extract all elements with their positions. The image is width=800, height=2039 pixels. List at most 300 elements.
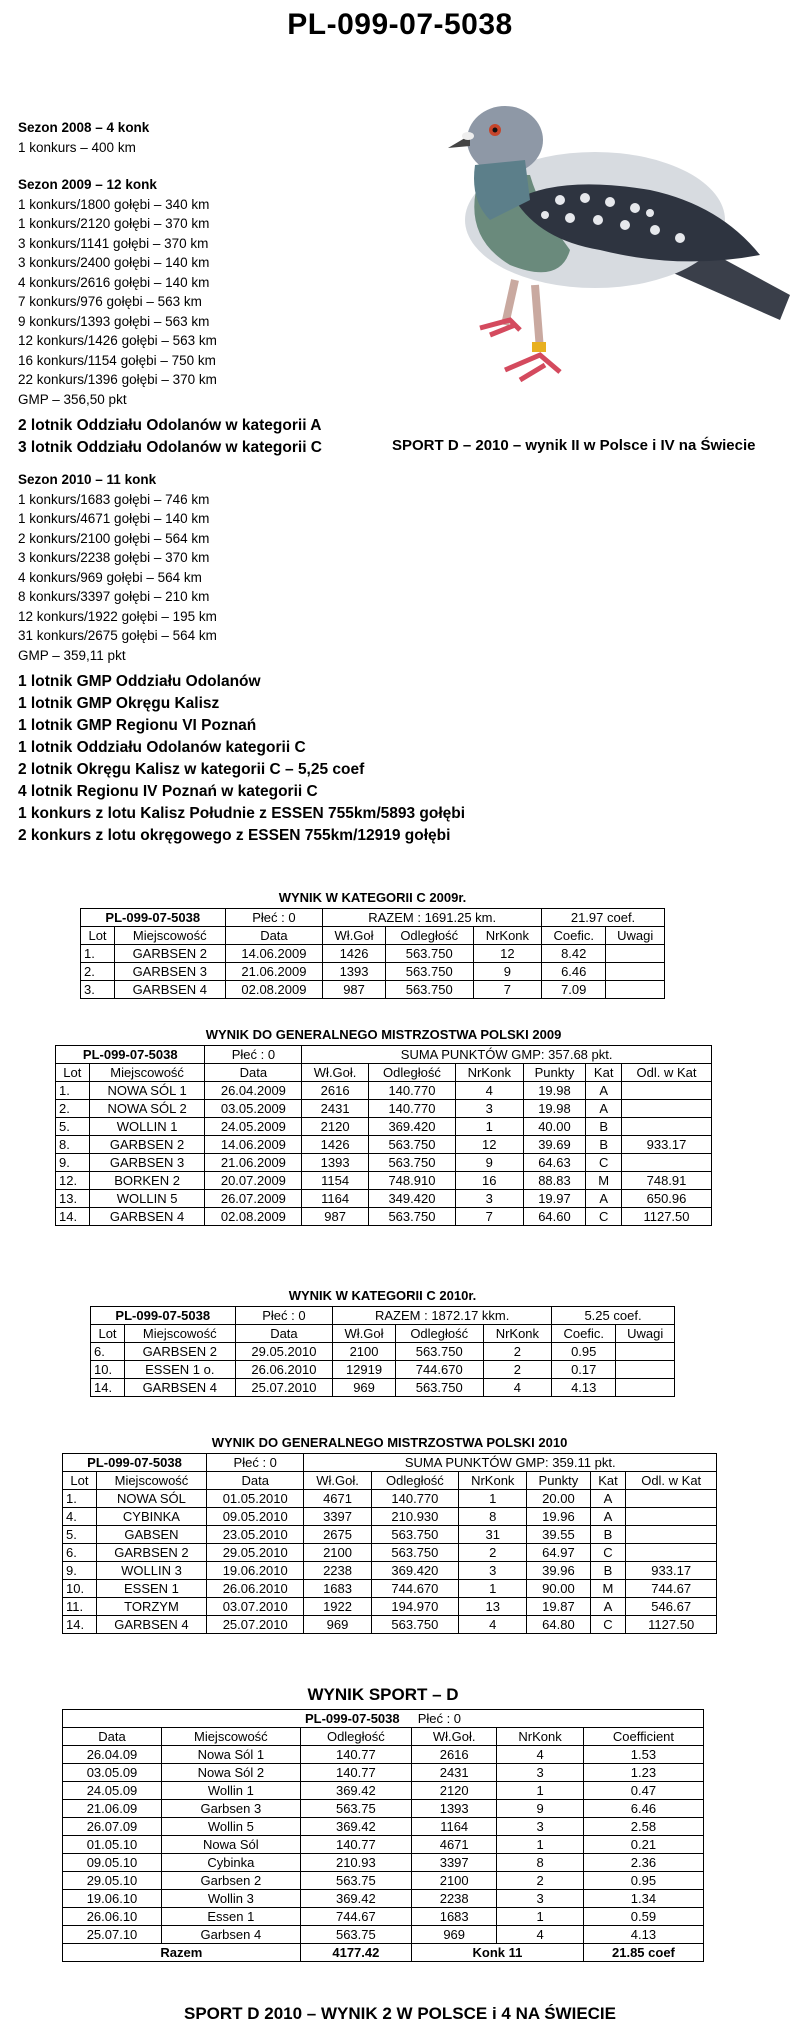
table-cell: 24.05.2009 [205, 1118, 302, 1136]
table-cell: 29.05.2010 [235, 1343, 333, 1361]
table-cell: 210.930 [371, 1508, 459, 1526]
table-cell: 3 [459, 1562, 527, 1580]
table-cell: 09.05.10 [63, 1854, 162, 1872]
table-title: WYNIK W KATEGORII C 2010r. [288, 1288, 477, 1303]
table-cell: 369.420 [371, 1562, 459, 1580]
table-header-row [91, 1325, 675, 1343]
table-cell: NOWA SÓL 2 [89, 1100, 205, 1118]
table-cell: 563.750 [371, 1544, 459, 1562]
table-cell: 4 [459, 1616, 527, 1634]
ring-number-cell [63, 1710, 704, 1728]
table-cell: 29.05.10 [63, 1872, 162, 1890]
table-cell: GARBSEN 2 [89, 1136, 205, 1154]
table-cell: 563.750 [385, 981, 473, 999]
table-cat-c-2009 [80, 890, 665, 999]
table-cell: 3397 [304, 1508, 371, 1526]
table-cell: 6. [91, 1343, 125, 1361]
sex: Płeć : 0 [235, 1307, 333, 1325]
table-cell: BORKEN 2 [89, 1172, 205, 1190]
table-cell: 2616 [302, 1082, 369, 1100]
table-cell: 39.69 [523, 1136, 586, 1154]
sex: Płeć : 0 [225, 909, 323, 927]
page-title: PL-099-07-5038 [287, 8, 513, 41]
table-cell: 26.06.10 [63, 1908, 162, 1926]
column-header: Odległość [385, 927, 473, 945]
column-header: Odległość [368, 1064, 455, 1082]
table-cell: 4 [455, 1082, 523, 1100]
gmp-points: SUMA PUNKTÓW GMP: 357.68 pkt. [302, 1046, 712, 1064]
table-cell: 369.42 [300, 1782, 411, 1800]
table-row [81, 981, 665, 999]
table-cell: 25.07.2010 [207, 1616, 304, 1634]
total-distance: RAZEM : 1872.17 kkm. [333, 1307, 552, 1325]
result-line: GMP – 359,11 pkt [18, 647, 126, 663]
table-cell: 1. [63, 1490, 97, 1508]
table-cell [616, 1379, 675, 1397]
table-cell: Nowa Sól [162, 1836, 301, 1854]
column-header: Lot [56, 1064, 90, 1082]
table-cell: Nowa Sól 1 [162, 1746, 301, 1764]
pigeon-image [420, 80, 795, 420]
total-distance: 4177.42 [300, 1944, 411, 1962]
result-line: 7 konkurs/976 gołębi – 563 km [18, 294, 202, 309]
column-header: Data [235, 1325, 333, 1343]
table-cell: 13. [56, 1190, 90, 1208]
table-cell: 16 [455, 1172, 523, 1190]
table-row [63, 1746, 704, 1764]
table-cell [621, 1100, 711, 1118]
table-cell: 748.910 [368, 1172, 455, 1190]
column-header: NrKonk [459, 1472, 527, 1490]
table-cell: 140.770 [368, 1100, 455, 1118]
table-total-row [63, 1944, 704, 1962]
table-cell: A [590, 1598, 626, 1616]
ring-number: PL-099-07-5038 [304, 1711, 400, 1726]
coef-total: 21.97 coef. [542, 909, 665, 927]
table-cell [621, 1082, 711, 1100]
table-cell: GARBSEN 3 [115, 963, 225, 981]
table-cell: 140.770 [371, 1490, 459, 1508]
column-header: NrKonk [483, 1325, 551, 1343]
table-cell: 744.670 [395, 1361, 483, 1379]
table-cell: 1426 [302, 1136, 369, 1154]
table-cell: GARBSEN 4 [89, 1208, 205, 1226]
column-header: Wł.Goł. [304, 1472, 371, 1490]
table-cell: 1 [459, 1580, 527, 1598]
table-cell: 03.05.09 [63, 1764, 162, 1782]
table-cell: 349.420 [368, 1190, 455, 1208]
table-cell [626, 1526, 717, 1544]
column-header: Miejscowość [96, 1472, 206, 1490]
season-2008-head: Sezon 2008 – 4 konk [18, 120, 150, 135]
table-cell: 5. [63, 1526, 97, 1544]
column-header: Coefficient [583, 1728, 703, 1746]
award-line: 2 konkurs z lotu okręgowego z ESSEN 755km/12919 gołębi [18, 827, 451, 844]
table-cell: 744.67 [300, 1908, 411, 1926]
table-cell: A [590, 1490, 626, 1508]
table-cell: Wollin 5 [162, 1818, 301, 1836]
result-line: 9 konkurs/1393 gołębi – 563 km [18, 313, 210, 329]
table-cell: ESSEN 1 [96, 1580, 206, 1598]
table-cell: 563.750 [371, 1616, 459, 1634]
table-cell: 20.00 [527, 1490, 590, 1508]
table-cell: 140.770 [368, 1082, 455, 1100]
table-cell: 2 [459, 1544, 527, 1562]
table-row [91, 1343, 675, 1361]
coef-total: 5.25 coef. [552, 1307, 675, 1325]
table-cell: 0.21 [583, 1836, 703, 1854]
result-line: 31 konkurs/2675 gołębi – 564 km [18, 628, 217, 643]
table-title: WYNIK W KATEGORII C 2009r. [278, 890, 467, 905]
column-header: NrKonk [455, 1064, 523, 1082]
result-line: 22 konkurs/1396 gołębi – 370 km [18, 372, 217, 387]
table-cell: 563.75 [300, 1926, 411, 1944]
table-gmp-2009 [55, 1027, 712, 1226]
table-cell [606, 981, 665, 999]
table-cell: 9. [56, 1154, 90, 1172]
award-line: 4 lotnik Regionu IV Poznań w kategorii C [18, 783, 318, 800]
column-header: Lot [91, 1325, 125, 1343]
table-cell: WOLLIN 1 [89, 1118, 205, 1136]
column-header: Odległość [395, 1325, 483, 1343]
table-cell: 20.07.2009 [205, 1172, 302, 1190]
result-line: 16 konkurs/1154 gołębi – 750 km [18, 352, 216, 368]
table-cell: 26.06.2010 [207, 1580, 304, 1598]
table-cell: 19.98 [523, 1100, 586, 1118]
table-title: WYNIK DO GENERALNEGO MISTRZOSTWA POLSKI 2009 [205, 1027, 562, 1042]
table-cell: 2 [483, 1361, 551, 1379]
table-cell: 969 [412, 1926, 497, 1944]
season-2009-awards [18, 415, 322, 459]
table-info-row [56, 1046, 712, 1064]
total-coef: 21.85 coef [583, 1944, 703, 1962]
table-row [63, 1598, 717, 1616]
table-title: WYNIK SPORT – D [307, 1685, 459, 1704]
table-cell: 1 [459, 1490, 527, 1508]
table-cell: 1 [497, 1782, 584, 1800]
table-cell: 02.08.2009 [225, 981, 323, 999]
table-row [63, 1890, 704, 1908]
table-cell: 39.96 [527, 1562, 590, 1580]
table-cell: 9. [63, 1562, 97, 1580]
award-line: 3 lotnik Oddziału Odolanów w kategorii C [18, 439, 322, 456]
table-cell: 26.04.2009 [205, 1082, 302, 1100]
table-cell: 14.06.2009 [205, 1136, 302, 1154]
table-row [56, 1172, 712, 1190]
column-header: Odl. w Kat [621, 1064, 711, 1082]
table-cell: 2 [483, 1343, 551, 1361]
table-cell: WOLLIN 3 [96, 1562, 206, 1580]
season-2010 [18, 470, 465, 847]
column-header: Uwagi [606, 927, 665, 945]
result-line: 12 konkurs/1426 gołębi – 563 km [18, 333, 217, 348]
table-cell: 5. [56, 1118, 90, 1136]
table-cell: 563.750 [395, 1379, 483, 1397]
column-header: Miejscowość [115, 927, 225, 945]
column-header: Odległość [300, 1728, 411, 1746]
column-header: Data [63, 1728, 162, 1746]
table-cell: 03.07.2010 [207, 1598, 304, 1616]
result-line: 8 konkurs/3397 gołębi – 210 km [18, 589, 210, 604]
table-cell: 0.59 [583, 1908, 703, 1926]
table-cell: 4.13 [583, 1926, 703, 1944]
table-cell: 1154 [302, 1172, 369, 1190]
table-row [56, 1208, 712, 1226]
season-2010-head: Sezon 2010 – 11 konk [18, 472, 157, 487]
table-cell: C [590, 1544, 626, 1562]
result-line: 1 konkurs/4671 gołębi – 140 km [18, 511, 210, 526]
table-cell: 24.05.09 [63, 1782, 162, 1800]
table-row [56, 1100, 712, 1118]
table-row [56, 1154, 712, 1172]
result-line: 1 konkurs – 400 km [18, 139, 136, 155]
result-line: 1 konkurs/1683 gołębi – 746 km [18, 491, 210, 507]
table-cell: 39.55 [527, 1526, 590, 1544]
column-header: Data [207, 1472, 304, 1490]
table-info-row [63, 1710, 704, 1728]
table-cell: 650.96 [621, 1190, 711, 1208]
table-cell: 9 [473, 963, 541, 981]
table-cell: Essen 1 [162, 1908, 301, 1926]
season-2010-awards [18, 671, 465, 847]
table-cell: B [586, 1136, 622, 1154]
table-cell: 14. [56, 1208, 90, 1226]
table-cell: C [586, 1154, 622, 1172]
table-cell: 563.75 [300, 1872, 411, 1890]
table-cell: GARBSEN 2 [115, 945, 225, 963]
table-cell: 0.95 [583, 1872, 703, 1890]
ring-number: PL-099-07-5038 [81, 909, 226, 927]
table-cell: 25.07.2010 [235, 1379, 333, 1397]
table-row [63, 1616, 717, 1634]
ring-number: PL-099-07-5038 [63, 1454, 207, 1472]
table-row [56, 1118, 712, 1136]
column-header: Data [205, 1064, 302, 1082]
column-header: Punkty [527, 1472, 590, 1490]
table-cell: 3 [497, 1764, 584, 1782]
table-cell: 12 [473, 945, 541, 963]
total-konk: Konk 11 [412, 1944, 584, 1962]
table-row [63, 1580, 717, 1598]
season-2009-lines [18, 195, 322, 410]
table-cell: 8 [497, 1854, 584, 1872]
column-header: Lot [63, 1472, 97, 1490]
table-cell: 64.80 [527, 1616, 590, 1634]
table-cell: 6.46 [583, 1800, 703, 1818]
table-cell: 02.08.2009 [205, 1208, 302, 1226]
table-row [63, 1872, 704, 1890]
result-line: 1 konkurs/1800 gołębi – 340 km [18, 196, 210, 212]
column-header: Odległość [371, 1472, 459, 1490]
table-cell: 1922 [304, 1598, 371, 1616]
result-line: 3 konkurs/2400 gołębi – 140 km [18, 255, 210, 270]
table-cell: 1127.50 [626, 1616, 717, 1634]
result-line: 3 konkurs/1141 gołębi – 370 km [18, 235, 209, 251]
table-cell: Nowa Sól 2 [162, 1764, 301, 1782]
season-2008-lines [18, 138, 149, 158]
footer-note: SPORT D 2010 – WYNIK 2 W POLSCE i 4 NA ŚWIECIE [183, 2004, 616, 2023]
table-cell: 563.750 [371, 1526, 459, 1544]
table-cell: NOWA SÓL 1 [89, 1082, 205, 1100]
table-row [63, 1764, 704, 1782]
table-cell: 369.42 [300, 1818, 411, 1836]
table-cell: 2. [81, 963, 115, 981]
column-header: Wł.Goł. [302, 1064, 369, 1082]
table-cell [606, 963, 665, 981]
table-cell: 969 [304, 1616, 371, 1634]
table-header-row [63, 1472, 717, 1490]
table-cell: 2. [56, 1100, 90, 1118]
column-header: Miejscowość [162, 1728, 301, 1746]
table-cell: Cybinka [162, 1854, 301, 1872]
season-2008 [18, 118, 149, 157]
column-header: NrKonk [473, 927, 541, 945]
sex: Płeć : 0 [205, 1046, 302, 1064]
table-row [63, 1544, 717, 1562]
table-cell: 90.00 [527, 1580, 590, 1598]
table-cell: 0.95 [552, 1343, 616, 1361]
table-cell: 2.36 [583, 1854, 703, 1872]
table-cell: 14.06.2009 [225, 945, 323, 963]
table-cell: 4.13 [552, 1379, 616, 1397]
table-cell: 19.06.2010 [207, 1562, 304, 1580]
result-line: 1 konkurs/2120 gołębi – 370 km [18, 216, 210, 231]
table-cell: Garbsen 2 [162, 1872, 301, 1890]
table-cell: 23.05.2010 [207, 1526, 304, 1544]
table-cell [626, 1490, 717, 1508]
table-row [63, 1926, 704, 1944]
table-cell: 744.670 [371, 1580, 459, 1598]
column-header: Wł.Goł [323, 927, 385, 945]
season-2010-lines [18, 490, 465, 666]
ring-number: PL-099-07-5038 [91, 1307, 236, 1325]
table-cell: 2431 [302, 1100, 369, 1118]
table-cell: 10. [91, 1361, 125, 1379]
table-cell: 1.34 [583, 1890, 703, 1908]
season-2009-head: Sezon 2009 – 12 konk [18, 177, 157, 192]
result-line: GMP – 356,50 pkt [18, 391, 127, 407]
table-cell: 14. [91, 1379, 125, 1397]
table-cell: 7 [455, 1208, 523, 1226]
table-cell: 21.06.2009 [225, 963, 323, 981]
table-cell: 21.06.09 [63, 1800, 162, 1818]
table-cell: 25.07.10 [63, 1926, 162, 1944]
table-cell: 13 [459, 1598, 527, 1616]
table-cell: 933.17 [621, 1136, 711, 1154]
table-cell: 8 [459, 1508, 527, 1526]
table-row [91, 1379, 675, 1397]
table-cell: 563.750 [368, 1208, 455, 1226]
table-cell: 210.93 [300, 1854, 411, 1872]
table-cell: 1. [81, 945, 115, 963]
table-cell: 1127.50 [621, 1208, 711, 1226]
table-cell: GARBSEN 4 [125, 1379, 235, 1397]
table-cell [621, 1154, 711, 1172]
table-cell: WOLLIN 5 [89, 1190, 205, 1208]
result-line: 2 konkurs/2100 gołębi – 564 km [18, 530, 210, 546]
table-cell: 2120 [412, 1782, 497, 1800]
table-cell: 969 [333, 1379, 395, 1397]
gmp-points: SUMA PUNKTÓW GMP: 359.11 pkt. [304, 1454, 717, 1472]
table-cell: GARBSEN 2 [125, 1343, 235, 1361]
column-header: Wł.Goł. [412, 1728, 497, 1746]
table-cell: 2100 [333, 1343, 395, 1361]
table-cell: 1426 [323, 945, 385, 963]
table-cat-c-2010 [90, 1288, 675, 1397]
table-row [63, 1526, 717, 1544]
table-cell: 03.05.2009 [205, 1100, 302, 1118]
table-cell: GARBSEN 3 [89, 1154, 205, 1172]
table-cell: 12919 [333, 1361, 395, 1379]
table-cell: 1.53 [583, 1746, 703, 1764]
table-cell [626, 1508, 717, 1526]
table-cell: 563.750 [368, 1154, 455, 1172]
column-header: Punkty [523, 1064, 586, 1082]
table-info-row [91, 1307, 675, 1325]
table-cell [606, 945, 665, 963]
table-cell: 6. [63, 1544, 97, 1562]
table-cell: 12 [455, 1136, 523, 1154]
table-cell: 01.05.10 [63, 1836, 162, 1854]
table-cell: 1 [497, 1836, 584, 1854]
table-cell: GARBSEN 2 [96, 1544, 206, 1562]
table-cell: 1. [56, 1082, 90, 1100]
table-cell: 2 [497, 1872, 584, 1890]
season-2009 [18, 175, 322, 459]
table-cell: 88.83 [523, 1172, 586, 1190]
award-line: 1 lotnik GMP Regionu VI Poznań [18, 717, 257, 734]
table-cell: 1393 [412, 1800, 497, 1818]
table-cell: B [586, 1118, 622, 1136]
result-line: 4 konkurs/2616 gołębi – 140 km [18, 274, 210, 290]
table-cell: 40.00 [523, 1118, 586, 1136]
table-cell: A [586, 1082, 622, 1100]
total-label: Razem [63, 1944, 301, 1962]
table-cell: 546.67 [626, 1598, 717, 1616]
table-info-row [81, 909, 665, 927]
table-cell: 3 [497, 1818, 584, 1836]
table-cell: C [586, 1208, 622, 1226]
table-cell: 563.750 [385, 963, 473, 981]
sex: Płeć : 0 [417, 1711, 462, 1726]
table-cell: 2100 [304, 1544, 371, 1562]
column-header: Wł.Goł [333, 1325, 395, 1343]
table-cell: 2100 [412, 1872, 497, 1890]
table-cell: 2431 [412, 1764, 497, 1782]
table-cell: 6.46 [542, 963, 606, 981]
table-cell: A [586, 1100, 622, 1118]
table-header-row [56, 1064, 712, 1082]
table-cell: 563.750 [368, 1136, 455, 1154]
table-cell: 744.67 [626, 1580, 717, 1598]
table-cell: 7 [473, 981, 541, 999]
table-cell: 26.04.09 [63, 1746, 162, 1764]
column-header: Data [225, 927, 323, 945]
table-row [63, 1508, 717, 1526]
column-header: Uwagi [616, 1325, 675, 1343]
table-cell: 10. [63, 1580, 97, 1598]
table-cell: ESSEN 1 o. [125, 1361, 235, 1379]
photo-caption: SPORT D – 2010 – wynik II w Polsce i IV na Świecie [392, 437, 756, 454]
table-header-row [63, 1728, 704, 1746]
table-cell: 563.750 [385, 945, 473, 963]
table-cell: 2616 [412, 1746, 497, 1764]
table-row [56, 1082, 712, 1100]
total-distance: RAZEM : 1691.25 km. [323, 909, 542, 927]
table-cell: 2238 [412, 1890, 497, 1908]
table-cell: C [590, 1616, 626, 1634]
column-header: Coefic. [552, 1325, 616, 1343]
